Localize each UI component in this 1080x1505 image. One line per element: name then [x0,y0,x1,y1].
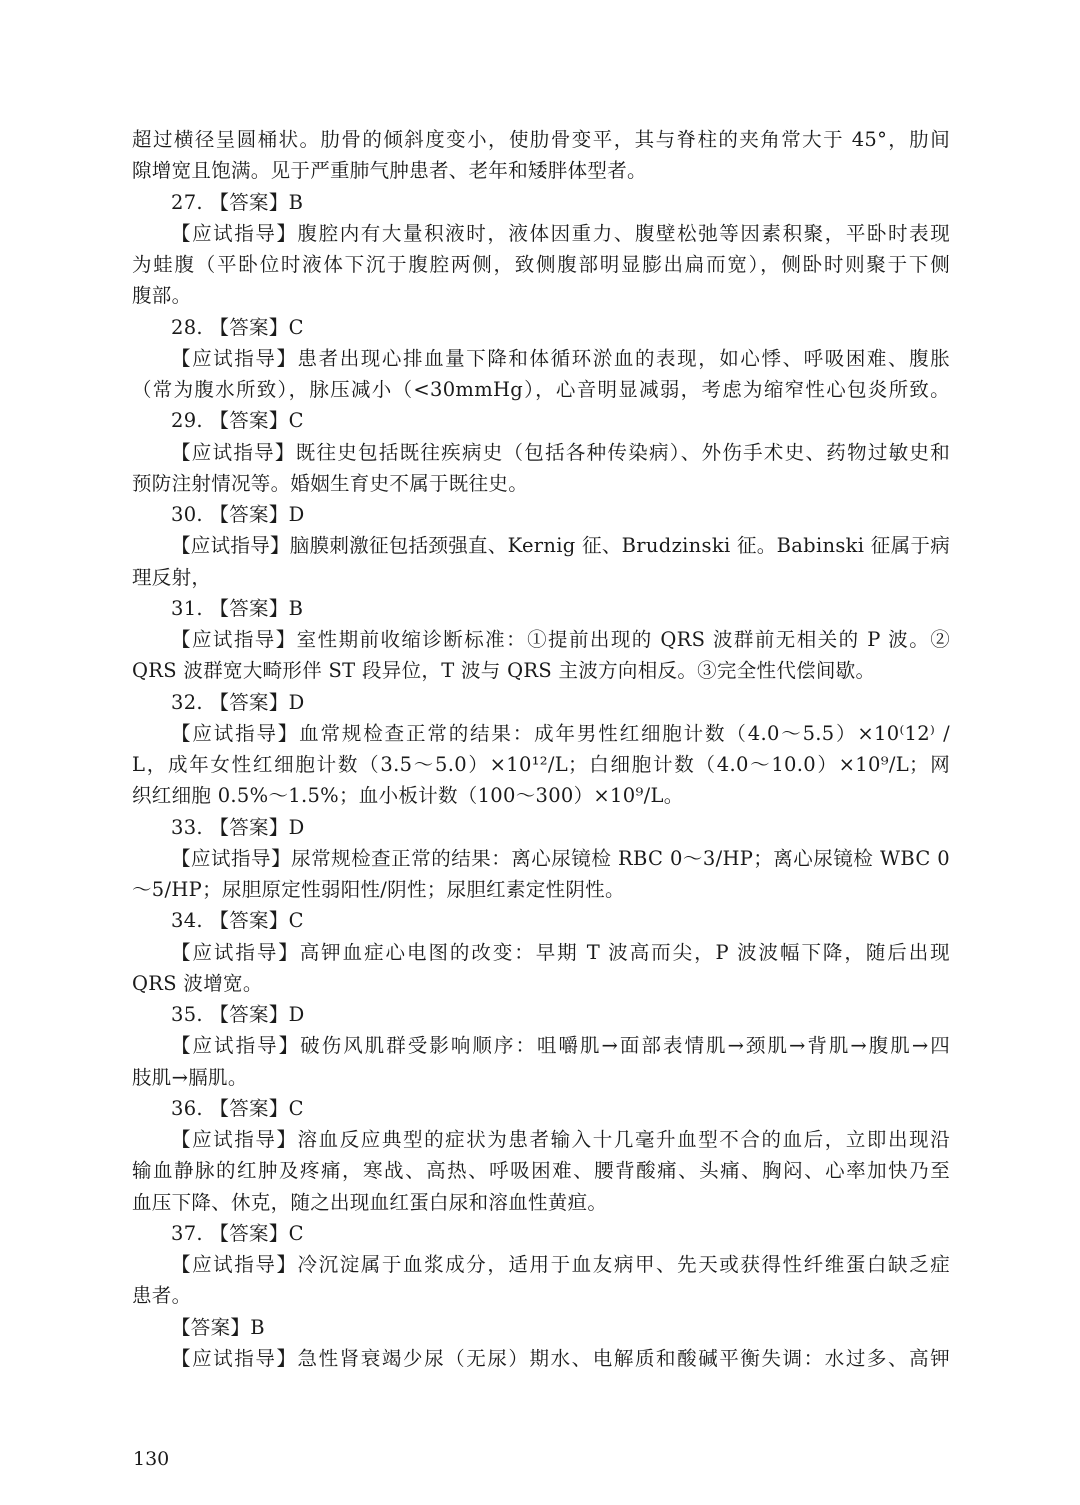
text-line: 【应试指导】高钾血症心电图的改变：早期 T 波高而尖，P 波波幅下降，随后出现 [171,940,950,964]
text-line: 【答案】B [171,1315,265,1339]
text-line: 35. 【答案】D [171,1003,305,1026]
text-line: 输血静脉的红肿及疼痛，寒战、高热、呼吸困难、腰背酸痛、头痛、胸闷、心率加快乃至 [132,1159,950,1183]
text-line: 34. 【答案】C [171,909,304,933]
text-line: 【应试指导】急性肾衰竭少尿（无尿）期水、电解质和酸碱平衡失调：水过多、高钾 [171,1346,950,1370]
text-line: 33. 【答案】D [171,815,305,839]
text-line: 患者。 [132,1284,192,1308]
text-line: QRS 波群宽大畸形伴 ST 段异位，T 波与 QRS 主波方向相反。③完全性代偿间歇。 [132,659,876,683]
text-line: 血压下降、休克，随之出现血红蛋白尿和溶血性黄疸。 [132,1190,608,1214]
text-line: 32. 【答案】D [171,690,305,714]
text-line: 理反射， [132,565,212,589]
text-line: 27. 【答案】B [171,190,304,214]
text-line: 31. 【答案】B [171,596,304,620]
text-line: 隙增宽且饱满。见于严重肺气肿患者、老年和矮胖体型者。 [132,159,647,183]
text-line: 超过横径呈圆桶状。肋骨的倾斜度变小，使肋骨变平，其与脊柱的夹角常大于 45°，肋间 [132,128,950,151]
text-line: 29. 【答案】C [171,409,304,433]
text-line: 【应试指导】患者出现心排血量下降和体循环淤血的表现，如心悸、呼吸困难、腹胀 [171,346,950,370]
text-line: 【应试指导】既往史包括既往疾病史（包括各种传染病）、外伤手术史、药物过敏史和 [171,440,950,464]
text-line: 【应试指导】溶血反应典型的症状为患者输入十几毫升血型不合的血后，立即出现沿 [171,1128,950,1151]
text-line: 【应试指导】腹腔内有大量积液时，液体因重力、腹壁松弛等因素积聚，平卧时表现 [171,221,950,245]
text-line: 【应试指导】尿常规检查正常的结果：离心尿镜检 RBC 0～3/HP；离心尿镜检 WBC 0 [171,846,950,870]
text-line: （常为腹水所致），脉压减小（<30mmHg），心音明显减弱，考虑为缩窄性心包炎所致。 [132,378,950,401]
text-line: 37. 【答案】C [171,1221,304,1245]
text-line: 【应试指导】脑膜刺激征包括颈强直、Kernig 征、Brudzinski 征。Babinski 征属于病 [171,534,950,558]
text-line: 预防注射情况等。婚姻生育史不属于既往史。 [132,471,529,495]
text-line: 腹部。 [132,284,192,308]
text-line: 【应试指导】冷沉淀属于血浆成分，适用于血友病甲、先天或获得性纤维蛋白缺乏症 [171,1253,950,1276]
text-line: 织红细胞 0.5%～1.5%；血小板计数（100～300）×10⁹/L。 [132,784,684,808]
page-body-text [132,124,950,1374]
text-line: 【应试指导】室性期前收缩诊断标准：①提前出现的 QRS 波群前无相关的 P 波。② [171,628,950,651]
text-line: 肢肌→膈肌。 [132,1065,248,1089]
text-line: 【应试指导】血常规检查正常的结果：成年男性红细胞计数（4.0～5.5）×10⁽12⁾ / [171,721,950,745]
text-line: QRS 波增宽。 [132,971,263,995]
text-line: 30. 【答案】D [171,503,305,526]
page-number: 130 [133,1448,170,1470]
text-line: ～5/HP；尿胆原定性弱阳性/阴性；尿胆红素定性阴性。 [132,878,625,901]
text-line: 28. 【答案】C [171,315,304,339]
text-line: 【应试指导】破伤风肌群受影响顺序：咀嚼肌→面部表情肌→颈肌→背肌→腹肌→四 [171,1034,950,1058]
text-line: L，成年女性红细胞计数（3.5～5.0）×10¹²/L；白细胞计数（4.0～10.0）×10⁹/L；网 [132,753,950,776]
text-line: 36. 【答案】C [171,1096,304,1120]
text-line: 为蛙腹（平卧位时液体下沉于腹腔两侧，致侧腹部明显膨出扁而宽），侧卧时则聚于下侧 [132,253,950,276]
